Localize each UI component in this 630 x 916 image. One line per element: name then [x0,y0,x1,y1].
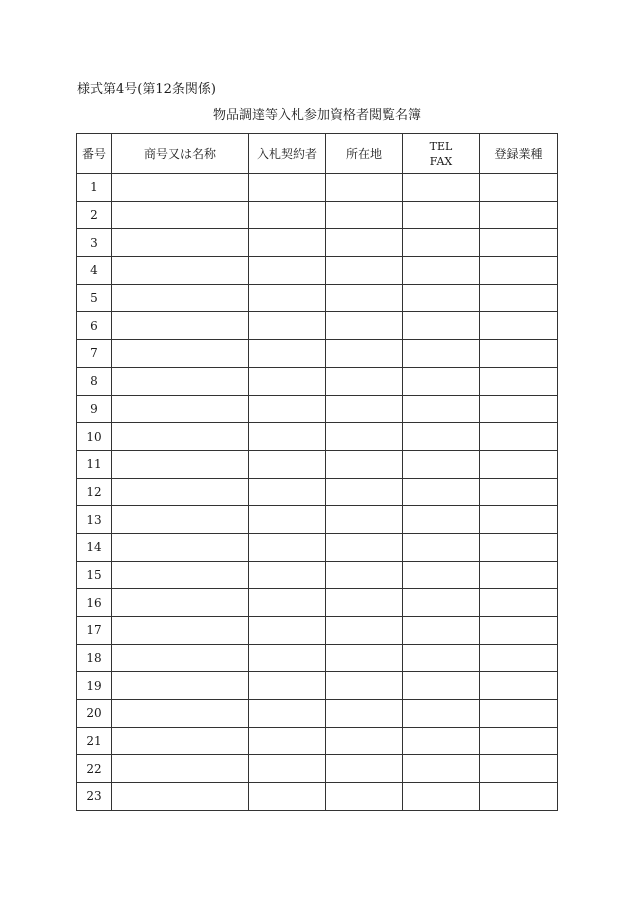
row-number: 2 [77,201,112,229]
table-row [77,672,558,700]
cell-category [480,423,558,451]
cell-address [326,672,403,700]
cell-name [112,727,249,755]
cell-tel-fax [403,423,480,451]
table-row [77,201,558,229]
cell-category [480,174,558,202]
row-number: 1 [77,174,112,202]
cell-name [112,257,249,285]
cell-tel-fax [403,755,480,783]
cell-tel-fax [403,284,480,312]
cell-name [112,423,249,451]
cell-name [112,700,249,728]
cell-representative [249,450,326,478]
table-row [77,783,558,811]
cell-category [480,755,558,783]
row-number: 21 [77,727,112,755]
cell-name [112,229,249,257]
cell-name [112,672,249,700]
cell-tel-fax [403,506,480,534]
cell-name [112,644,249,672]
header-representative: 入札契約者 [249,134,326,174]
cell-representative [249,312,326,340]
cell-name [112,533,249,561]
cell-category [480,395,558,423]
cell-tel-fax [403,589,480,617]
table-row [77,367,558,395]
table-row [77,478,558,506]
cell-tel-fax [403,395,480,423]
cell-address [326,395,403,423]
cell-category [480,312,558,340]
cell-tel-fax [403,644,480,672]
header-category: 登録業種 [480,134,558,174]
cell-category [480,644,558,672]
header-address: 所在地 [326,134,403,174]
cell-category [480,284,558,312]
cell-address [326,340,403,368]
cell-category [480,617,558,645]
cell-tel-fax [403,561,480,589]
cell-representative [249,644,326,672]
row-number: 16 [77,589,112,617]
header-tel-fax [403,134,480,174]
cell-address [326,450,403,478]
cell-address [326,727,403,755]
table-row [77,727,558,755]
cell-category [480,727,558,755]
cell-tel-fax [403,201,480,229]
cell-tel-fax [403,727,480,755]
table-row [77,423,558,451]
row-number: 22 [77,755,112,783]
cell-representative [249,783,326,811]
table-row [77,700,558,728]
cell-tel-fax [403,340,480,368]
cell-representative [249,367,326,395]
cell-category [480,783,558,811]
cell-representative [249,478,326,506]
cell-category [480,229,558,257]
cell-name [112,617,249,645]
document-title: 物品調達等入札参加資格者閲覧名簿 [212,108,421,123]
row-number: 15 [77,561,112,589]
cell-tel-fax [403,672,480,700]
row-number: 19 [77,672,112,700]
cell-address [326,617,403,645]
cell-address [326,423,403,451]
table-row [77,257,558,285]
table-row [77,589,558,617]
cell-name [112,174,249,202]
cell-name [112,201,249,229]
table-row [77,533,558,561]
table-row [77,506,558,534]
cell-representative [249,727,326,755]
cell-address [326,367,403,395]
row-number: 4 [77,257,112,285]
cell-representative [249,229,326,257]
row-number: 18 [77,644,112,672]
table-body [77,174,558,811]
table-row [77,644,558,672]
cell-category [480,201,558,229]
table-row [77,561,558,589]
cell-category [480,367,558,395]
row-number: 5 [77,284,112,312]
row-number: 6 [77,312,112,340]
cell-tel-fax [403,367,480,395]
cell-representative [249,533,326,561]
cell-address [326,312,403,340]
cell-address [326,589,403,617]
cell-representative [249,174,326,202]
cell-tel-fax [403,257,480,285]
header-name: 商号又は名称 [112,134,249,174]
cell-representative [249,284,326,312]
row-number: 9 [77,395,112,423]
cell-tel-fax [403,312,480,340]
cell-representative [249,589,326,617]
cell-representative [249,755,326,783]
table-header-row [77,134,558,174]
row-number: 11 [77,450,112,478]
cell-name [112,367,249,395]
cell-name [112,783,249,811]
row-number: 8 [77,367,112,395]
cell-category [480,340,558,368]
cell-address [326,478,403,506]
cell-address [326,783,403,811]
cell-name [112,340,249,368]
cell-tel-fax [403,533,480,561]
row-number: 17 [77,617,112,645]
cell-name [112,478,249,506]
table-row [77,450,558,478]
table-row [77,755,558,783]
cell-name [112,450,249,478]
cell-representative [249,672,326,700]
cell-address [326,506,403,534]
cell-address [326,174,403,202]
cell-representative [249,257,326,285]
table-row [77,284,558,312]
cell-tel-fax [403,700,480,728]
cell-address [326,229,403,257]
cell-address [326,257,403,285]
row-number: 3 [77,229,112,257]
cell-tel-fax [403,478,480,506]
row-number: 13 [77,506,112,534]
cell-representative [249,506,326,534]
cell-category [480,450,558,478]
cell-address [326,755,403,783]
cell-representative [249,423,326,451]
table-row [77,312,558,340]
cell-tel-fax [403,450,480,478]
row-number: 10 [77,423,112,451]
cell-address [326,561,403,589]
table-row [77,174,558,202]
cell-category [480,533,558,561]
cell-category [480,478,558,506]
cell-tel-fax [403,229,480,257]
row-number: 14 [77,533,112,561]
header-tel: TEL [429,139,453,153]
cell-address [326,533,403,561]
row-number: 23 [77,783,112,811]
table-row [77,395,558,423]
cell-name [112,284,249,312]
row-number: 20 [77,700,112,728]
cell-name [112,506,249,534]
cell-address [326,284,403,312]
cell-category [480,700,558,728]
cell-representative [249,395,326,423]
cell-category [480,672,558,700]
register-table [76,133,558,811]
cell-representative [249,561,326,589]
header-fax: FAX [429,154,453,168]
cell-tel-fax [403,174,480,202]
cell-tel-fax [403,783,480,811]
cell-name [112,561,249,589]
cell-address [326,700,403,728]
header-number: 番号 [77,134,112,174]
cell-representative [249,201,326,229]
cell-category [480,589,558,617]
cell-name [112,589,249,617]
table-row [77,340,558,368]
cell-category [480,561,558,589]
table-row [77,229,558,257]
cell-name [112,312,249,340]
cell-address [326,201,403,229]
cell-category [480,257,558,285]
row-number: 12 [77,478,112,506]
cell-category [480,506,558,534]
row-number: 7 [77,340,112,368]
cell-name [112,755,249,783]
table-row [77,617,558,645]
cell-tel-fax [403,617,480,645]
cell-address [326,644,403,672]
form-number-label: 様式第4号(第12条関係) [77,82,216,97]
cell-name [112,395,249,423]
cell-representative [249,617,326,645]
cell-representative [249,700,326,728]
cell-representative [249,340,326,368]
